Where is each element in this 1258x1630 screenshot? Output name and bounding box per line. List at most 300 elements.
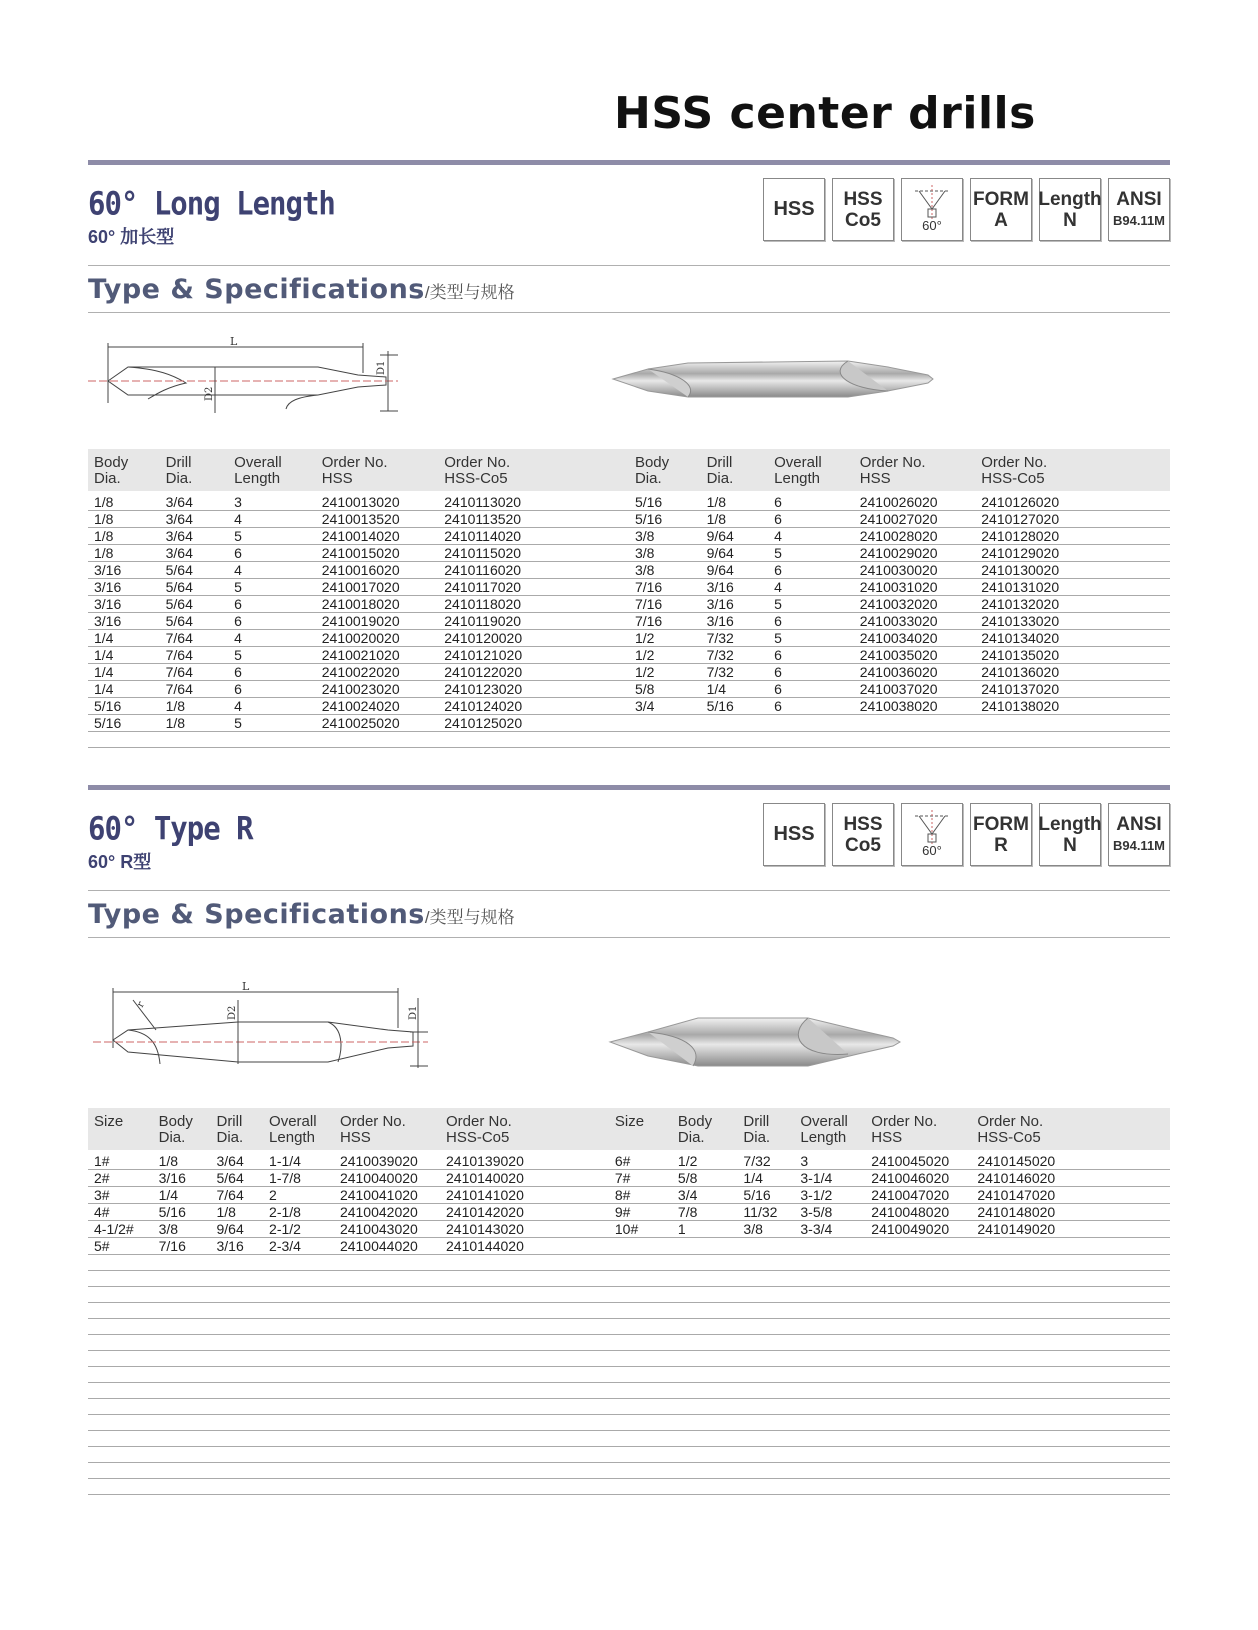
badge-angle-label: 60° [922,218,942,233]
table-cell: 6 [768,664,854,681]
badge-text: HSS [773,198,815,220]
table-cell: 7/32 [701,647,769,664]
table-cell: 3/64 [160,545,229,562]
table-cell: 2-1/2 [263,1221,334,1238]
table-cell: 1# [88,1150,153,1170]
badge-text: HSS [773,823,815,845]
table-cell: 2410132020 [975,596,1170,613]
table-cell: 2410119020 [438,613,629,630]
dim-label-l: L [230,335,238,348]
table-cell: 1/4 [88,681,160,698]
section-subtitle: 60° 加长型 [88,227,175,247]
table-cell: 2410042020 [334,1204,440,1221]
spec-badge [763,178,825,241]
table-cell: 2410135020 [975,647,1170,664]
table-cell: 7/16 [629,596,701,613]
table-cell: 2410027020 [854,511,976,528]
table-cell: 9/64 [701,562,769,579]
table-cell: 6 [768,613,854,630]
table-cell: 2410035020 [854,647,976,664]
table-cell: 1/8 [701,491,769,511]
table-cell: 2410026020 [854,491,976,511]
angle-badge [901,178,963,241]
table-row [88,613,1170,630]
drill-figures [88,938,1170,1108]
column-header: Size [88,1108,153,1150]
table-cell: 3/16 [701,579,769,596]
table-cell: 5/64 [160,613,229,630]
table-cell: 9/64 [210,1221,263,1238]
table-cell: 3-1/2 [794,1187,865,1204]
section-title: 60° Long Length [88,185,335,223]
drill-figures [88,313,1170,449]
section-title: 60° Type R [88,810,253,848]
table-cell: 2# [88,1170,153,1187]
table-cell: 5# [88,1238,153,1255]
angle-badge [901,803,963,866]
column-header: Order No. HSS-Co5 [438,449,629,491]
table-cell: 3/4 [629,698,701,715]
spec-badge [970,178,1032,241]
technical-drawing-long [88,343,398,413]
table-cell: 7/64 [160,647,229,664]
table-cell: 3-3/4 [794,1221,865,1238]
table-cell: 2410124020 [438,698,629,715]
table-cell: 4 [768,579,854,596]
table-cell: 5/8 [629,681,701,698]
table-cell [971,1238,1170,1255]
table-cell: 3-1/4 [794,1170,865,1187]
table-cell: 2410141020 [440,1187,609,1204]
column-header: Order No. HSS-Co5 [971,1108,1170,1150]
table-cell: 1/8 [88,545,160,562]
table-cell: 3/16 [88,579,160,596]
table-cell: 1/8 [88,491,160,511]
column-header: Drill Dia. [210,1108,263,1150]
table-cell: 2410140020 [440,1170,609,1187]
table-cell: 2410023020 [316,681,439,698]
table-cell: 2410113020 [438,491,629,511]
table-cell: 6 [768,562,854,579]
table-cell: 9/64 [701,545,769,562]
table-cell: 3/64 [210,1150,263,1170]
table-cell: 3/16 [701,613,769,630]
table-cell: 2410024020 [316,698,439,715]
table-cell: 3/16 [88,596,160,613]
spec-badge [1039,803,1101,866]
table-cell: 3/8 [737,1221,794,1238]
table-cell: 2410116020 [438,562,629,579]
table-row [88,491,1170,511]
table-row [88,664,1170,681]
column-header: Overall Length [768,449,854,491]
table-cell [794,1238,865,1255]
table-cell: 10# [609,1221,672,1238]
table-cell [701,715,769,732]
table-cell: 3/64 [160,511,229,528]
column-header: Drill Dia. [160,449,229,491]
table-cell: 5/16 [701,698,769,715]
table-cell: 2410125020 [438,715,629,732]
badge-text: Co5 [845,209,881,231]
badge-text: N [1063,834,1077,856]
table-row [88,1187,1170,1204]
spec-title-cn: /类型与规格 [424,908,515,927]
column-header: Overall Length [794,1108,865,1150]
table-cell: 2410015020 [316,545,439,562]
table-row [88,698,1170,715]
table-cell: 2410118020 [438,596,629,613]
spec-badge [1039,178,1101,241]
table-cell: 1/8 [160,715,229,732]
column-header: Order No. HSS [854,449,976,491]
table-cell: 7/64 [210,1187,263,1204]
spec-title: Type & Specifications [88,899,425,930]
table-cell: 5/16 [629,511,701,528]
table-cell: 9# [609,1204,672,1221]
table-cell: 2410043020 [334,1221,440,1238]
section-subtitle: 60° R型 [88,852,152,872]
table-cell: 6 [228,545,316,562]
column-header: Order No. HSS-Co5 [975,449,1170,491]
table-cell: 8# [609,1187,672,1204]
table-row [88,579,1170,596]
table-cell: 1/4 [153,1187,211,1204]
table-cell: 2410127020 [975,511,1170,528]
badge-row [763,178,1170,241]
table-cell: 2410145020 [971,1150,1170,1170]
column-header: Size [609,1108,672,1150]
dim-label-d2: D2 [204,386,215,401]
table-cell: 9/64 [701,528,769,545]
table-cell: 2410133020 [975,613,1170,630]
table-cell: 7/8 [672,1204,738,1221]
table-row [88,1150,1170,1170]
spec-badge [832,803,894,866]
table-cell: 3/16 [153,1170,211,1187]
table-cell: 6 [228,596,316,613]
table-cell: 2410046020 [865,1170,971,1187]
table-cell: 2410123020 [438,681,629,698]
table-cell: 1/4 [701,681,769,698]
table-cell: 2410142020 [440,1204,609,1221]
dim-label-l: L [242,980,250,993]
table-cell: 2410134020 [975,630,1170,647]
column-header: Order No. HSS [316,449,439,491]
table-cell: 4-1/2# [88,1221,153,1238]
table-cell: 3 [228,491,316,511]
table-cell: 1/8 [88,511,160,528]
table-cell: 4 [228,630,316,647]
table-cell: 11/32 [737,1204,794,1221]
table-row [88,1170,1170,1187]
table-cell [865,1238,971,1255]
table-cell: 2410031020 [854,579,976,596]
table-row [88,562,1170,579]
spec-badge [763,803,825,866]
table-cell: 5 [768,630,854,647]
table-cell: 2410139020 [440,1150,609,1170]
table-cell: 2410016020 [316,562,439,579]
table-cell: 2410138020 [975,698,1170,715]
badge-text: R [994,834,1008,856]
badge-text: A [994,209,1008,231]
spec-table [88,449,1170,732]
badge-text: Co5 [845,834,881,856]
table-cell: 2410032020 [854,596,976,613]
table-row [88,681,1170,698]
table-cell: 3/16 [88,562,160,579]
table-cell: 2410038020 [854,698,976,715]
technical-drawing-r [93,988,428,1068]
badge-text: HSS [843,813,883,835]
badge-angle-label: 60° [922,843,942,858]
drill-photo-long [613,361,933,397]
table-cell [672,1238,738,1255]
table-cell: 3/8 [629,545,701,562]
table-cell: 1/2 [629,664,701,681]
table-cell: 6 [768,647,854,664]
table-row [88,1238,1170,1255]
table-cell: 2410047020 [865,1187,971,1204]
table-cell: 2410044020 [334,1238,440,1255]
table-cell: 4 [768,528,854,545]
table-cell: 7/16 [629,579,701,596]
table-cell: 6 [768,698,854,715]
table-cell: 3/64 [160,528,229,545]
column-header: Overall Length [263,1108,334,1150]
column-header: Body Dia. [88,449,160,491]
table-row [88,596,1170,613]
blank-rule-lines [88,1255,1170,1495]
table-cell: 7/32 [701,630,769,647]
table-cell: 1/8 [701,511,769,528]
table-cell: 2410117020 [438,579,629,596]
table-cell: 6 [228,681,316,698]
table-cell: 2410121020 [438,647,629,664]
table-cell: 1/8 [88,528,160,545]
table-cell [609,1238,672,1255]
table-cell: 1/8 [153,1150,211,1170]
spec-heading [88,891,1170,937]
table-row [88,715,1170,732]
spec-heading [88,266,1170,312]
table-cell: 2410033020 [854,613,976,630]
table-cell: 2410014020 [316,528,439,545]
table-cell: 5 [228,528,316,545]
drill-photo-r [610,1018,900,1066]
table-cell: 1/4 [737,1170,794,1187]
table-cell: 5/64 [210,1170,263,1187]
table-cell: 2410013520 [316,511,439,528]
table-row [88,545,1170,562]
table-cell: 2410113520 [438,511,629,528]
badge-text: HSS [843,188,883,210]
badge-text: Length [1038,813,1102,835]
table-cell: 2410129020 [975,545,1170,562]
table-cell: 5 [228,715,316,732]
table-cell: 2410045020 [865,1150,971,1170]
table-row [88,528,1170,545]
table-cell: 4 [228,698,316,715]
table-cell: 2410028020 [854,528,976,545]
table-cell: 2410143020 [440,1221,609,1238]
table-cell: 2410048020 [865,1204,971,1221]
table-cell: 2410137020 [975,681,1170,698]
table-cell: 2410144020 [440,1238,609,1255]
table-cell: 2410020020 [316,630,439,647]
table-cell: 2410146020 [971,1170,1170,1187]
table-cell: 2410034020 [854,630,976,647]
table-cell: 7/32 [737,1150,794,1170]
table-cell: 2410013020 [316,491,439,511]
section-long-length [88,160,1170,748]
table-cell: 7/64 [160,630,229,647]
table-cell: 3/64 [160,491,229,511]
spec-title: Type & Specifications [88,274,425,305]
table-cell: 3/16 [210,1238,263,1255]
table-cell: 1/4 [88,647,160,664]
table-cell: 5/16 [153,1204,211,1221]
table-cell: 2410021020 [316,647,439,664]
column-header: Overall Length [228,449,316,491]
table-cell: 5 [228,579,316,596]
table-cell: 2410126020 [975,491,1170,511]
table-cell: 1/8 [210,1204,263,1221]
table-cell: 1/2 [629,647,701,664]
table-cell: 3/16 [701,596,769,613]
table-cell: 5/16 [88,698,160,715]
badge-text: FORM [973,188,1029,210]
table-cell: 1/2 [629,630,701,647]
table-cell: 5/16 [737,1187,794,1204]
table-cell: 1/8 [160,698,229,715]
table-cell: 7# [609,1170,672,1187]
table-cell: 5/64 [160,596,229,613]
column-header: Order No. HSS [865,1108,971,1150]
table-cell: 2410120020 [438,630,629,647]
table-cell [854,715,976,732]
badge-text: FORM [973,813,1029,835]
table-row [88,647,1170,664]
spec-badge [970,803,1032,866]
table-cell: 1/2 [672,1150,738,1170]
table-cell: 2410022020 [316,664,439,681]
table-cell: 7/16 [153,1238,211,1255]
table-cell: 7/32 [701,664,769,681]
table-cell: 3/8 [153,1221,211,1238]
column-header: Body Dia. [672,1108,738,1150]
table-row [88,1204,1170,1221]
table-cell: 2410136020 [975,664,1170,681]
table-cell [975,715,1170,732]
table-cell: 2410114020 [438,528,629,545]
table-cell: 2-3/4 [263,1238,334,1255]
table-cell: 4# [88,1204,153,1221]
badge-text: Length [1038,188,1102,210]
column-header: Order No. HSS [334,1108,440,1150]
dim-label-r: r [135,999,147,1010]
table-cell: 3-5/8 [794,1204,865,1221]
table-cell [737,1238,794,1255]
table-cell: 2410040020 [334,1170,440,1187]
badge-text: ANSI [1116,813,1162,835]
table-cell: 2410029020 [854,545,976,562]
table-cell: 4 [228,511,316,528]
dim-label-d1: D1 [376,360,387,375]
spec-table [88,1108,1170,1255]
badge-text: N [1063,209,1077,231]
table-cell: 3/16 [88,613,160,630]
badge-text: B94.11M [1112,212,1166,228]
table-row [88,511,1170,528]
table-cell: 5 [768,545,854,562]
column-header: Drill Dia. [701,449,769,491]
table-cell: 2410049020 [865,1221,971,1238]
table-row [88,630,1170,647]
table-cell: 1-7/8 [263,1170,334,1187]
table-cell: 6 [768,511,854,528]
table-cell: 6 [768,491,854,511]
table-cell: 5/8 [672,1170,738,1187]
table-cell: 6 [228,664,316,681]
table-cell: 7/16 [629,613,701,630]
table-cell: 2410019020 [316,613,439,630]
table-cell: 3/8 [629,528,701,545]
column-header: Drill Dia. [737,1108,794,1150]
table-cell: 1/4 [88,630,160,647]
spec-badge [1108,178,1170,241]
table-cell: 6# [609,1150,672,1170]
table-cell: 5 [768,596,854,613]
table-cell: 6 [228,613,316,630]
table-row [88,1221,1170,1238]
table-cell: 2410037020 [854,681,976,698]
table-cell [629,715,701,732]
table-cell: 2410017020 [316,579,439,596]
table-cell: 2410025020 [316,715,439,732]
table-cell: 2410147020 [971,1187,1170,1204]
table-cell: 3# [88,1187,153,1204]
table-cell: 2410039020 [334,1150,440,1170]
dim-label-d1: D1 [408,1005,419,1020]
table-cell: 2410148020 [971,1204,1170,1221]
table-cell: 1-1/4 [263,1150,334,1170]
table-cell: 2410018020 [316,596,439,613]
table-cell: 2410128020 [975,528,1170,545]
table-cell: 4 [228,562,316,579]
table-cell [768,715,854,732]
table-cell: 1/4 [88,664,160,681]
table-cell: 3/4 [672,1187,738,1204]
spec-badge [832,178,894,241]
column-header: Body Dia. [629,449,701,491]
table-cell: 2410115020 [438,545,629,562]
table-cell: 3/8 [629,562,701,579]
dim-label-d2: D2 [227,1005,238,1020]
table-cell: 5 [228,647,316,664]
table-cell: 5/16 [629,491,701,511]
spec-badge [1108,803,1170,866]
table-cell: 2410130020 [975,562,1170,579]
column-header: Body Dia. [153,1108,211,1150]
table-cell: 5/64 [160,562,229,579]
table-cell: 2410149020 [971,1221,1170,1238]
table-cell: 2410122020 [438,664,629,681]
section-type-r [88,785,1170,1495]
table-cell: 6 [768,681,854,698]
table-cell: 5/64 [160,579,229,596]
